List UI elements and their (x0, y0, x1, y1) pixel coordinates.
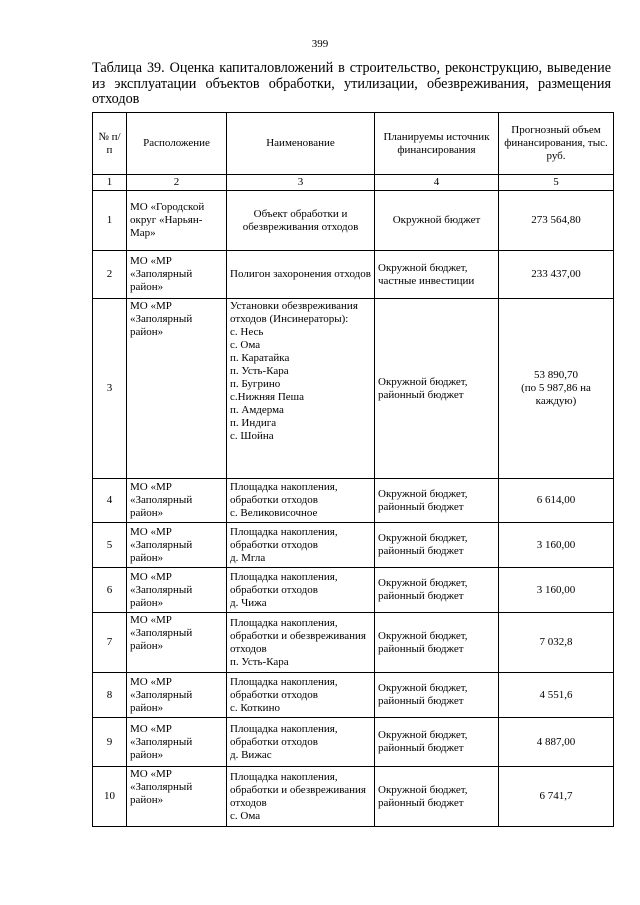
row-name: Площадка накопления, обработки отходов с. Великовисочное (227, 479, 375, 523)
row-amount: 6 614,00 (499, 479, 614, 523)
row-source: Окружной бюджет, частные инвестиции (375, 251, 499, 299)
row-source: Окружной бюджет, районный бюджет (375, 299, 499, 479)
table-caption: Таблица 39. Оценка капиталовложений в строительство, реконструкцию, выведение из эксплуатации объектов обработки, утилизации, обезвреживания, размещения отходов (92, 60, 611, 107)
row-source: Окружной бюджет, районный бюджет (375, 718, 499, 767)
row-number: 4 (93, 479, 127, 523)
header-source: Планируемы источник финансирования (375, 113, 499, 175)
capital-investment-table (92, 112, 614, 827)
row-source: Окружной бюджет, районный бюджет (375, 479, 499, 523)
row-number: 5 (93, 523, 127, 568)
row-amount: 7 032,8 (499, 613, 614, 673)
row-location: МО «МР «Заполярный район» (127, 479, 227, 523)
table-row (93, 251, 614, 299)
column-number: 2 (127, 175, 227, 191)
row-number: 10 (93, 767, 127, 827)
row-name: Площадка накопления, обработки и обезвреживания отходов п. Усть-Кара (227, 613, 375, 673)
row-name: Площадка накопления, обработки отходов д. Вижас (227, 718, 375, 767)
row-amount: 273 564,80 (499, 191, 614, 251)
table-row (93, 613, 614, 673)
page-number: 399 (311, 38, 329, 50)
row-amount: 4 551,6 (499, 673, 614, 718)
row-location: МО «МР «Заполярный район» (127, 523, 227, 568)
row-number: 2 (93, 251, 127, 299)
column-number-row (93, 175, 614, 191)
row-number: 3 (93, 299, 127, 479)
row-source: Окружной бюджет, районный бюджет (375, 568, 499, 613)
row-number: 6 (93, 568, 127, 613)
row-number: 9 (93, 718, 127, 767)
header-amount: Прогнозный объем финансирования, тыс. руб. (499, 113, 614, 175)
row-source: Окружной бюджет, районный бюджет (375, 523, 499, 568)
row-location: МО «МР «Заполярный район» (127, 568, 227, 613)
row-location: МО «МР «Заполярный район» (127, 718, 227, 767)
column-number: 4 (375, 175, 499, 191)
row-amount: 3 160,00 (499, 568, 614, 613)
table-row (93, 718, 614, 767)
row-amount: 3 160,00 (499, 523, 614, 568)
row-name: Установки обезвреживания отходов (Инсинераторы): с. Несь с. Ома п. Каратайка п. Усть-Кара п. Бугрино с.Нижняя Пеша п. Амдерма п. Индига с. Шойна (227, 299, 375, 479)
row-name: Полигон захоронения отходов (227, 251, 375, 299)
table-row (93, 191, 614, 251)
column-number: 1 (93, 175, 127, 191)
table-row (93, 568, 614, 613)
row-source: Окружной бюджет, районный бюджет (375, 613, 499, 673)
row-name: Площадка накопления, обработки отходов д. Мгла (227, 523, 375, 568)
row-location: МО «МР «Заполярный район» (127, 613, 227, 673)
row-number: 7 (93, 613, 127, 673)
row-amount: 233 437,00 (499, 251, 614, 299)
row-amount: 53 890,70 (по 5 987,86 на каждую) (499, 299, 614, 479)
row-source: Окружной бюджет, районный бюджет (375, 767, 499, 827)
table-row (93, 299, 614, 479)
table-header-row (93, 113, 614, 175)
header-name: Наименование (227, 113, 375, 175)
row-name: Площадка накопления, обработки отходов д. Чижа (227, 568, 375, 613)
header-number: № п/п (93, 113, 127, 175)
row-location: МО «Городской округ «Нарьян-Мар» (127, 191, 227, 251)
row-location: МО «МР «Заполярный район» (127, 251, 227, 299)
row-location: МО «МР «Заполярный район» (127, 767, 227, 827)
row-amount: 6 741,7 (499, 767, 614, 827)
table-row (93, 523, 614, 568)
table-row (93, 673, 614, 718)
row-location: МО «МР «Заполярный район» (127, 299, 227, 479)
row-location: МО «МР «Заполярный район» (127, 673, 227, 718)
row-source: Окружной бюджет (375, 191, 499, 251)
table-row (93, 767, 614, 827)
row-amount: 4 887,00 (499, 718, 614, 767)
table-row (93, 479, 614, 523)
header-location: Расположение (127, 113, 227, 175)
row-source: Окружной бюджет, районный бюджет (375, 673, 499, 718)
row-name: Площадка накопления, обработки отходов с. Коткино (227, 673, 375, 718)
column-number: 5 (499, 175, 614, 191)
column-number: 3 (227, 175, 375, 191)
row-name: Площадка накопления, обработки и обезвреживания отходов с. Ома (227, 767, 375, 827)
row-name: Объект обработки и обезвреживания отходов (227, 191, 375, 251)
row-number: 8 (93, 673, 127, 718)
row-number: 1 (93, 191, 127, 251)
